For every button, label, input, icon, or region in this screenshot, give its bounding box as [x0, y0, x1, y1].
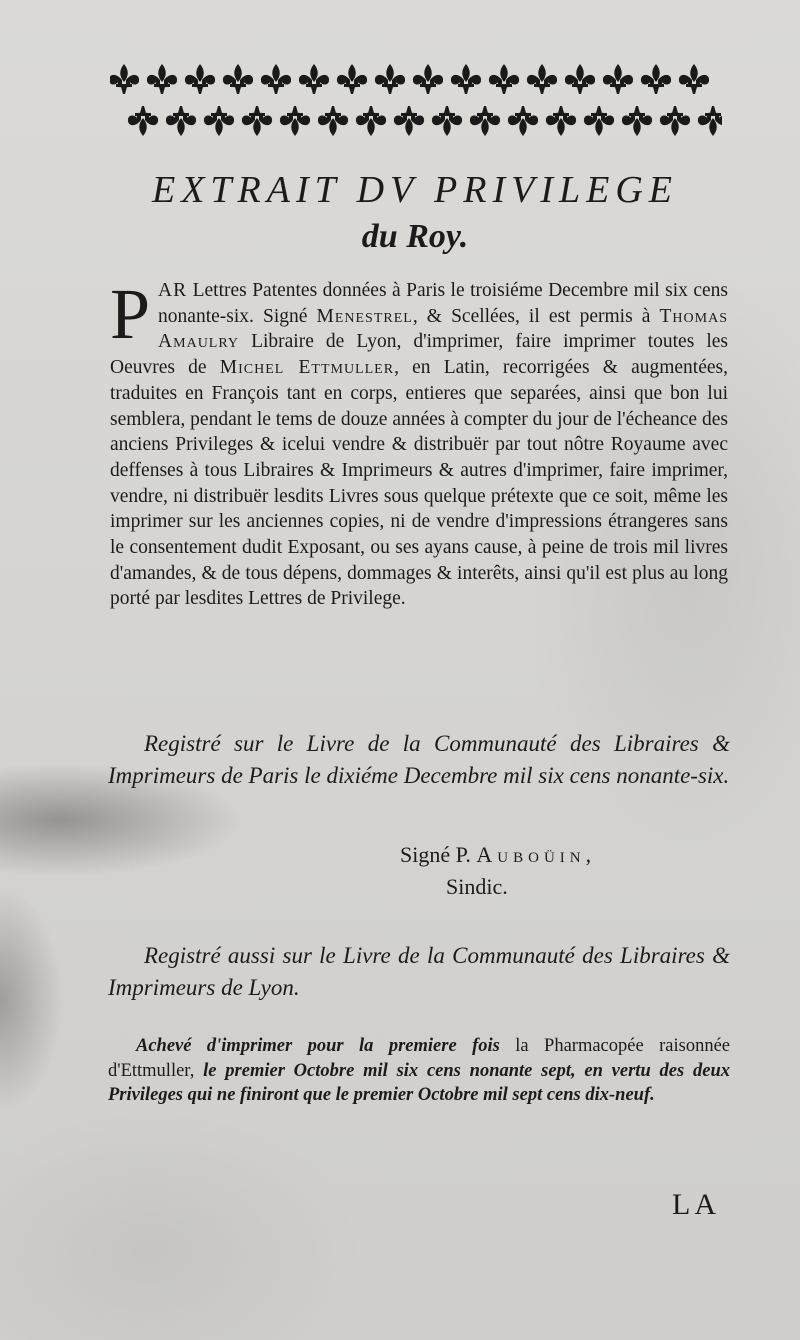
registration-paris: Registré sur le Livre de la Communauté des Libraires & Imprimeurs de Paris le dixiéme Decembre mil six cens nonante-six.	[108, 731, 730, 788]
author-name: Michel Ettmuller	[219, 357, 395, 379]
page-subtitle: du Roy.	[361, 218, 469, 255]
printing-note-lead: Achevé d'imprimer pour la premiere fois	[136, 1036, 500, 1056]
catchword: LA	[672, 1188, 720, 1221]
printing-note-date: le premier Octobre mil six cens nonante sept, en vertu des deux Privileges qui ne finiront que le premier Octobre mil sept cens dix-neuf.	[108, 1060, 730, 1105]
fleur-de-lis-ornament-icon	[110, 58, 722, 142]
signature-prefix: Signé P.	[400, 842, 477, 867]
signature-title: Sindic.	[446, 874, 508, 899]
privilege-text: , en Latin, recorrigées & augmentées, traduites en François tant en corps, entieres que separées, ainsi que bon lui semblera, pendant le tems de douze années à compter du jour de l'écheance des anciens Privileges & icelui vendre & distribuër par tout nôtre Royaume avec deffenses à tous Libraires & Imprimeurs & autres d'imprimer, faire imprimer, vendre, ni distribuër lesdits Livres sous quelque prétexte que ce soit, même les imprimer sur les anciennes copies, ni de vendre d'impressions étrangeres sans le consentement dudit Exposant, ou ses ayans cause, à peine de trois mil livres d'amandes, & de tous dépens, dommages & interêts, ainsi qu'il est plus au long porté par lesdites Lettres de Privilege.	[110, 357, 728, 610]
registration-lyon: Registré aussi sur le Livre de la Communauté des Libraires & Imprimeurs de Lyon.	[108, 943, 730, 1000]
printing-note-title: la Pharmacopée raisonnée d'Ettmuller,	[108, 1036, 730, 1081]
drop-cap: P	[110, 274, 151, 354]
privilege-text-start: AR	[158, 280, 188, 301]
signature-line	[400, 842, 596, 868]
printing-note	[108, 1034, 730, 1108]
privilege-text: , & Scellées, il est permis à	[412, 305, 660, 327]
privilege-text: Lettres Patentes données à Paris le troisiéme Decembre mil six cens nonante-six. Signé	[158, 280, 728, 327]
printer-name: Thomas Amaulry	[158, 305, 728, 353]
page-title: EXTRAIT DV PRIVILEGE	[152, 169, 678, 211]
privilege-paragraph	[110, 274, 728, 612]
signer-name: Menestrel	[316, 305, 413, 327]
privilege-text: Libraire de Lyon, d'imprimer, faire imprimer toutes les Oeuvres de	[110, 331, 728, 379]
signature-name: Auboüin,	[476, 842, 597, 867]
